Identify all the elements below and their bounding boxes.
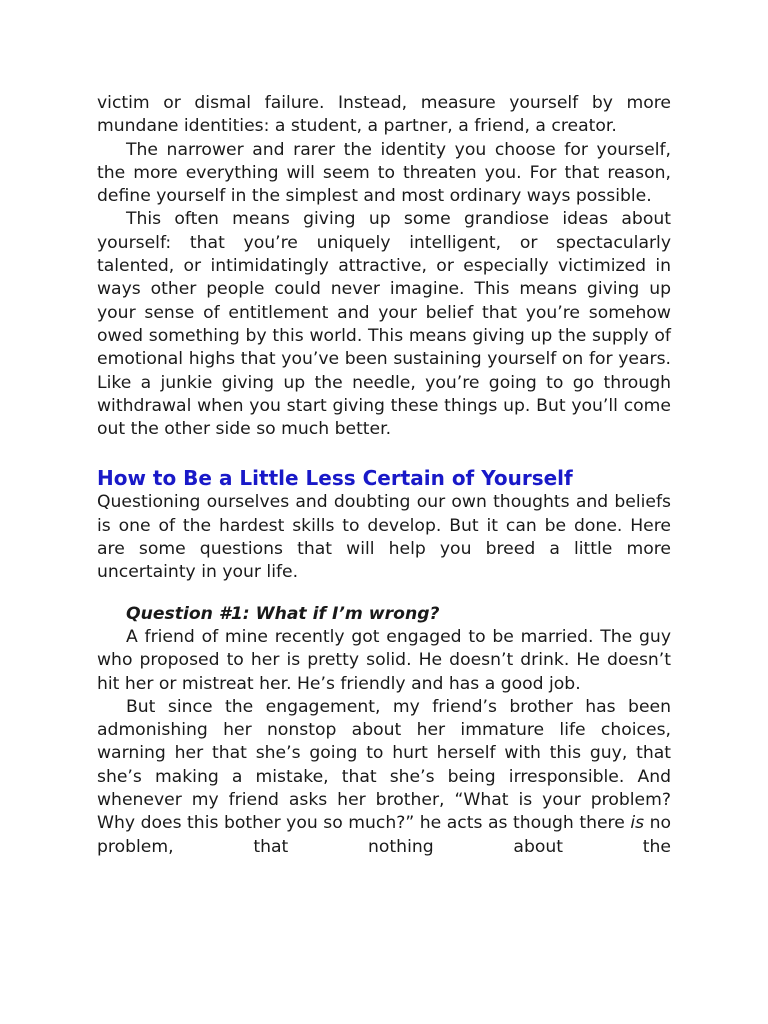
emphasized-word: is bbox=[630, 813, 645, 834]
paragraph-text: But since the engagement, my friend’s brother has been admonishing her nonstop about her immature life choices, warning her that she’s going to hurt herself with this guy, that she’s making a mistake, that she’s being irresponsible. And whenever my friend asks her brother, “What is your problem? Why does this bother you so much?” he acts as though there bbox=[97, 696, 671, 834]
paragraph-text: no problem, that nothing about the bbox=[97, 813, 671, 857]
section-intro-paragraph: Questioning ourselves and doubting our own thoughts and beliefs is one of the hardest skills to develop. But it can be done. Here are some questions that will help you breed a little more uncertainty in your life. bbox=[97, 492, 671, 583]
body-paragraph: This often means giving up some grandiose ideas about yourself: that you’re uniquely intelligent, or spectacularly talented, or intimidatingly attractive, or especially victimized in ways other people could never imagine. This means giving up your sense of entitlement and your belief that you’re somehow owed something by this world. This means giving up the supply of emotional highs that you’ve been sustaining yourself on for years. Like a junkie giving up the needle, you’re going to go through withdrawal when you start giving these things up. But you’ll come out the other side so much better. bbox=[97, 209, 671, 440]
document-page bbox=[97, 92, 671, 859]
body-paragraph: A friend of mine recently got engaged to be married. The guy who proposed to her is pretty solid. He doesn’t drink. He doesn’t hit her or mistreat her. He’s friendly and has a good job. bbox=[97, 626, 671, 694]
body-paragraph: The narrower and rarer the identity you choose for yourself, the more everything will seem to threaten you. For that reason, define yourself in the simplest and most ordinary ways possible. bbox=[97, 139, 671, 207]
question-heading: Question #1: What if I’m wrong? bbox=[126, 603, 440, 624]
section-heading: How to Be a Little Less Certain of Yourself bbox=[97, 466, 573, 491]
body-paragraph bbox=[97, 696, 671, 859]
body-paragraph: victim or dismal failure. Instead, measure yourself by more mundane identities: a student, a partner, a friend, a creator. bbox=[97, 93, 671, 137]
